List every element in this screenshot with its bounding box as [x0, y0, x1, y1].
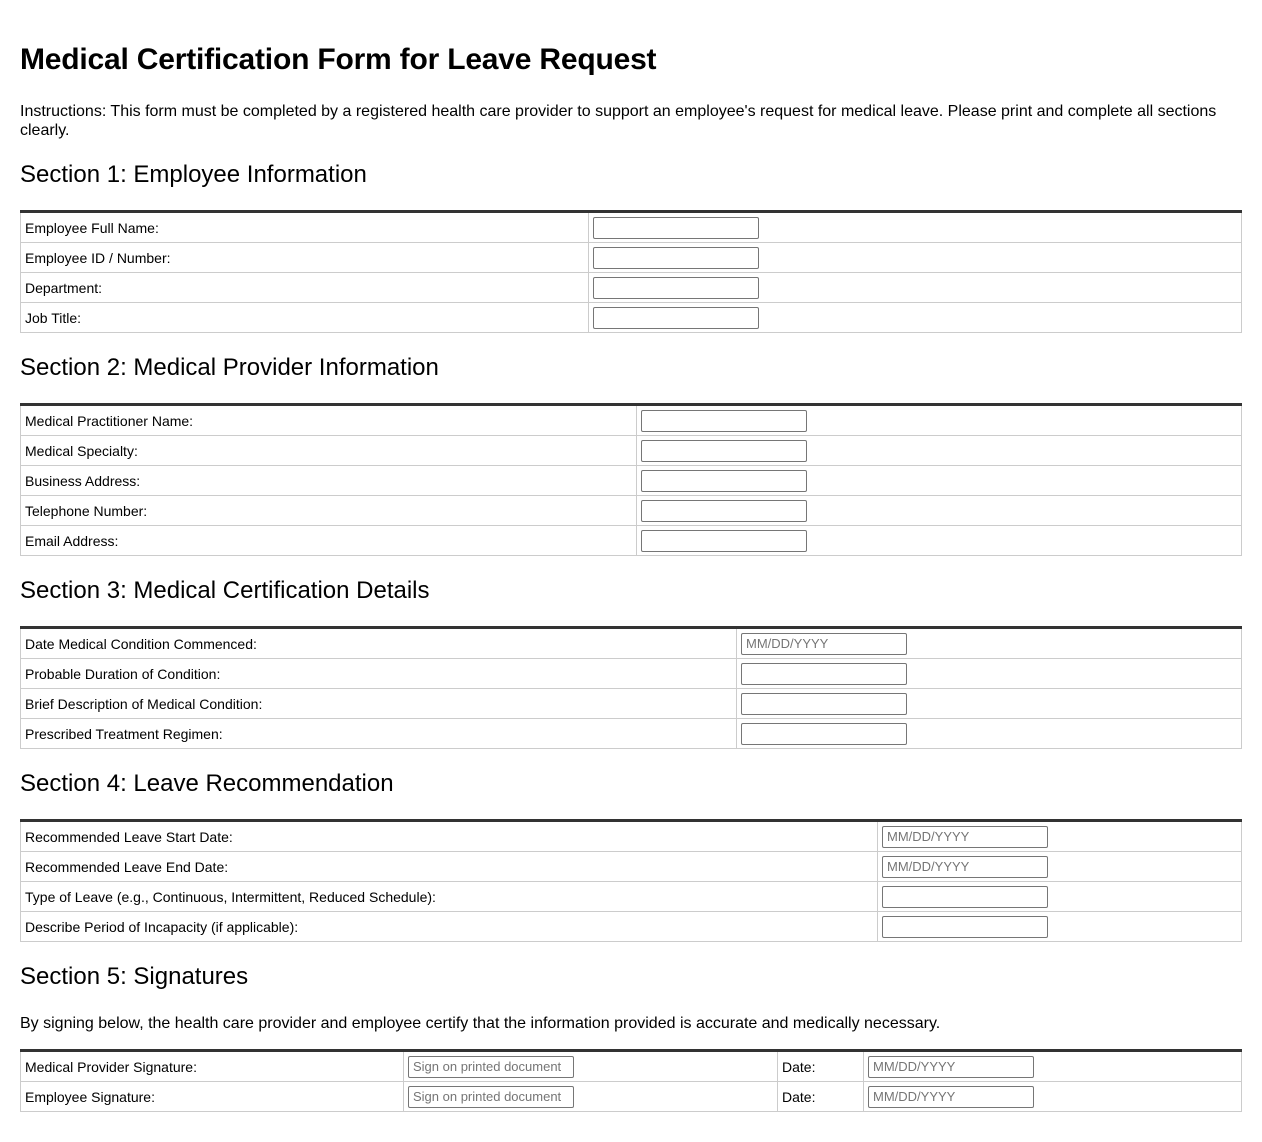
telephone-number-input[interactable] — [641, 500, 807, 522]
condition-commenced-date-input[interactable] — [741, 633, 907, 655]
field-label: Email Address: — [21, 526, 637, 556]
business-address-input[interactable] — [641, 470, 807, 492]
table-row — [21, 628, 1242, 659]
employee-signature-date-input[interactable] — [868, 1086, 1034, 1108]
field-label: Medical Specialty: — [21, 436, 637, 466]
table-row — [21, 405, 1242, 436]
practitioner-name-input[interactable] — [641, 410, 807, 432]
table-row — [21, 689, 1242, 719]
field-label: Business Address: — [21, 466, 637, 496]
field-label: Employee Full Name: — [21, 212, 589, 243]
date-label: Date: — [778, 1082, 864, 1112]
field-label: Medical Practitioner Name: — [21, 405, 637, 436]
table-row — [21, 466, 1242, 496]
provider-signature-input[interactable] — [408, 1056, 574, 1078]
field-label: Department: — [21, 273, 589, 303]
medical-specialty-input[interactable] — [641, 440, 807, 462]
provider-info-table — [20, 403, 1242, 556]
table-row — [21, 212, 1242, 243]
table-row — [21, 526, 1242, 556]
page-title: Medical Certification Form for Leave Request — [20, 43, 657, 76]
section2-heading: Section 2: Medical Provider Information — [20, 354, 439, 381]
leave-recommendation-table — [20, 819, 1242, 942]
section4-heading: Section 4: Leave Recommendation — [20, 770, 394, 797]
incapacity-period-input[interactable] — [882, 916, 1048, 938]
table-row — [21, 303, 1242, 333]
section5-heading: Section 5: Signatures — [20, 963, 249, 990]
section3-heading: Section 3: Medical Certification Details — [20, 577, 430, 604]
table-row — [21, 719, 1242, 749]
condition-duration-input[interactable] — [741, 663, 907, 685]
table-row — [21, 1051, 1242, 1082]
signature-certification-text: By signing below, the health care provider and employee certify that the information provided is accurate and medically necessary. — [20, 1015, 941, 1032]
certification-details-table — [20, 626, 1242, 749]
field-label: Recommended Leave Start Date: — [21, 821, 878, 852]
table-row — [21, 821, 1242, 852]
table-row — [21, 496, 1242, 526]
table-row — [21, 659, 1242, 689]
employee-info-table — [20, 210, 1242, 333]
table-row — [21, 1082, 1242, 1112]
employee-full-name-input[interactable] — [593, 217, 759, 239]
provider-signature-date-input[interactable] — [868, 1056, 1034, 1078]
signatures-table — [20, 1049, 1242, 1112]
employee-signature-input[interactable] — [408, 1086, 574, 1108]
date-label: Date: — [778, 1051, 864, 1082]
department-input[interactable] — [593, 277, 759, 299]
treatment-regimen-input[interactable] — [741, 723, 907, 745]
leave-start-date-input[interactable] — [882, 826, 1048, 848]
table-row — [21, 912, 1242, 942]
field-label: Medical Provider Signature: — [21, 1051, 404, 1082]
section1-heading: Section 1: Employee Information — [20, 161, 367, 188]
table-row — [21, 273, 1242, 303]
table-row — [21, 882, 1242, 912]
field-label: Telephone Number: — [21, 496, 637, 526]
field-label: Prescribed Treatment Regimen: — [21, 719, 737, 749]
field-label: Describe Period of Incapacity (if applicable): — [21, 912, 878, 942]
field-label: Type of Leave (e.g., Continuous, Intermittent, Reduced Schedule): — [21, 882, 878, 912]
table-row — [21, 852, 1242, 882]
table-row — [21, 243, 1242, 273]
field-label: Date Medical Condition Commenced: — [21, 628, 737, 659]
field-label: Brief Description of Medical Condition: — [21, 689, 737, 719]
job-title-input[interactable] — [593, 307, 759, 329]
email-address-input[interactable] — [641, 530, 807, 552]
instructions-text: Instructions: This form must be completed by a registered health care provider to support an employee's request for medical leave. Please print and complete all sections clearly. — [20, 103, 1217, 139]
employee-id-input[interactable] — [593, 247, 759, 269]
field-label: Job Title: — [21, 303, 589, 333]
field-label: Employee Signature: — [21, 1082, 404, 1112]
field-label: Employee ID / Number: — [21, 243, 589, 273]
leave-type-input[interactable] — [882, 886, 1048, 908]
condition-description-input[interactable] — [741, 693, 907, 715]
table-row — [21, 436, 1242, 466]
field-label: Probable Duration of Condition: — [21, 659, 737, 689]
field-label: Recommended Leave End Date: — [21, 852, 878, 882]
leave-end-date-input[interactable] — [882, 856, 1048, 878]
